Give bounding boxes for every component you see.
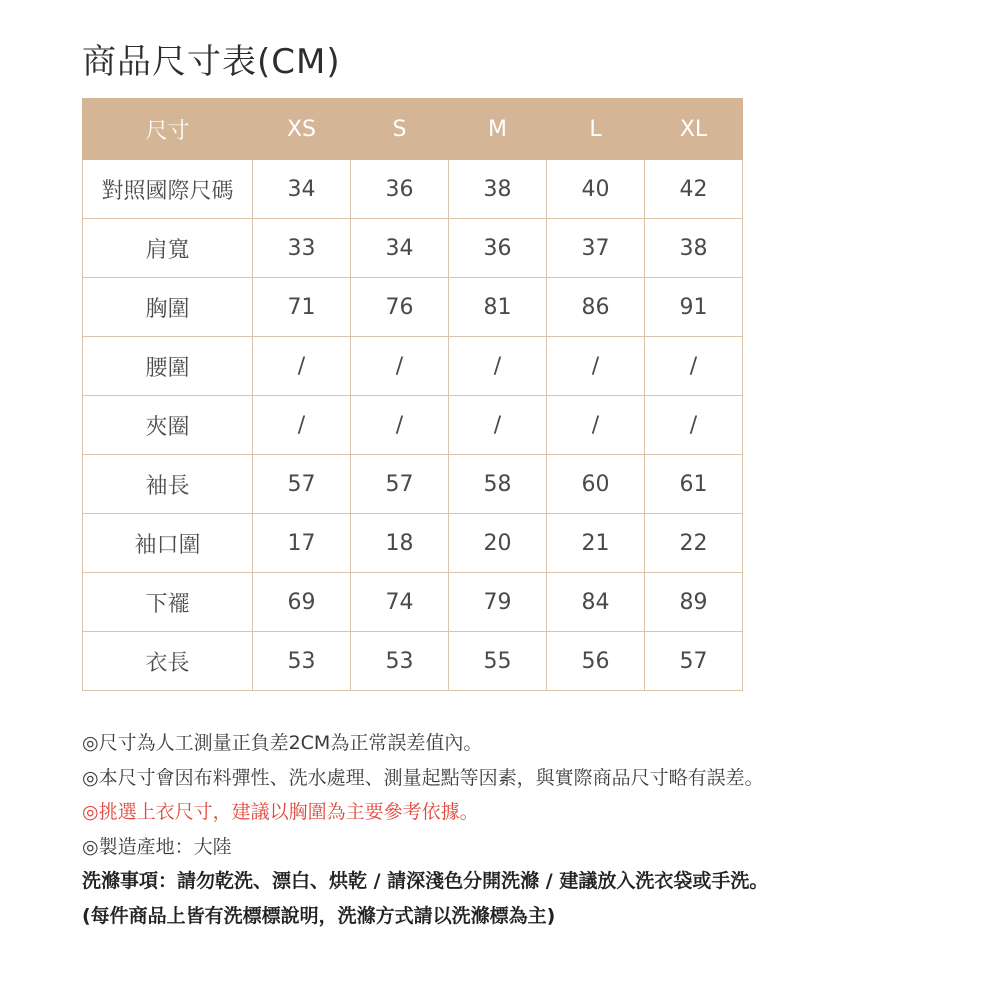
table-cell: 91: [645, 278, 743, 337]
table-cell: 60: [547, 455, 645, 514]
table-cell: 40: [547, 160, 645, 219]
note-measurement-tolerance: ◎尺寸為人工測量正負差2CM為正常誤差值內。: [82, 732, 483, 754]
table-cell: 55: [449, 632, 547, 691]
table-cell: 20: [449, 514, 547, 573]
table-row: [83, 219, 743, 278]
table-cell: 17: [253, 514, 351, 573]
table-cell: 21: [547, 514, 645, 573]
table-row: [83, 455, 743, 514]
table-cell: /: [449, 337, 547, 396]
table-cell: 22: [645, 514, 743, 573]
row-label: 胸圍: [83, 278, 253, 337]
row-label: 夾圈: [83, 396, 253, 455]
row-label: 腰圍: [83, 337, 253, 396]
table-cell: /: [547, 337, 645, 396]
table-cell: 57: [645, 632, 743, 691]
table-cell: 81: [449, 278, 547, 337]
note-fabric-variance: ◎本尺寸會因布料彈性、洗水處理、測量起點等因素，與實際商品尺寸略有誤差。: [82, 766, 764, 789]
table-cell: /: [351, 337, 449, 396]
table-cell: 56: [547, 632, 645, 691]
table-cell: /: [449, 396, 547, 455]
row-label: 對照國際尺碼: [83, 160, 253, 219]
table-row: [83, 632, 743, 691]
table-cell: 53: [351, 632, 449, 691]
table-cell: /: [253, 396, 351, 455]
table-cell: 38: [645, 219, 743, 278]
table-cell: 36: [351, 160, 449, 219]
table-row: [83, 160, 743, 219]
table-row: [83, 514, 743, 573]
row-label: 衣長: [83, 632, 253, 691]
table-cell: 58: [449, 455, 547, 514]
table-cell: /: [645, 396, 743, 455]
row-label: 袖長: [83, 455, 253, 514]
table-cell: 61: [645, 455, 743, 514]
table-cell: 18: [351, 514, 449, 573]
table-cell: 37: [547, 219, 645, 278]
table-cell: 74: [351, 573, 449, 632]
table-cell: 76: [351, 278, 449, 337]
table-cell: 53: [253, 632, 351, 691]
header-cell-m: M: [449, 99, 547, 160]
row-label: 肩寬: [83, 219, 253, 278]
table-cell: 33: [253, 219, 351, 278]
table-cell: 42: [645, 160, 743, 219]
table-cell: /: [253, 337, 351, 396]
table-cell: /: [547, 396, 645, 455]
table-cell: 34: [253, 160, 351, 219]
notes-section: [82, 728, 982, 935]
header-cell-xl: XL: [645, 99, 743, 160]
table-cell: /: [351, 396, 449, 455]
row-label: 下襬: [83, 573, 253, 632]
header-cell-size: 尺寸: [83, 99, 253, 160]
note-washing-instructions: 洗滌事項：請勿乾洗、漂白、烘乾 / 請深淺色分開洗滌 / 建議放入洗衣袋或手洗。: [82, 870, 769, 892]
table-cell: 79: [449, 573, 547, 632]
note-origin: ◎製造產地：大陸: [82, 835, 232, 858]
table-row: [83, 337, 743, 396]
table-cell: 57: [253, 455, 351, 514]
table-cell: 86: [547, 278, 645, 337]
table-cell: /: [645, 337, 743, 396]
table-cell: 71: [253, 278, 351, 337]
table-cell: 69: [253, 573, 351, 632]
note-size-advice: ◎挑選上衣尺寸，建議以胸圍為主要參考依據。: [82, 801, 479, 823]
note-washing-label: (每件商品上皆有洗標標說明，洗滌方式請以洗滌標為主): [82, 904, 556, 927]
table-row: [83, 278, 743, 337]
table-cell: 89: [645, 573, 743, 632]
table-cell: 57: [351, 455, 449, 514]
page-title: 商品尺寸表(CM): [82, 42, 341, 82]
table-cell: 34: [351, 219, 449, 278]
table-row: [83, 396, 743, 455]
table-row: [83, 573, 743, 632]
row-label: 袖口圍: [83, 514, 253, 573]
table-cell: 84: [547, 573, 645, 632]
header-cell-s: S: [351, 99, 449, 160]
table-header-row: [83, 99, 743, 160]
header-cell-xs: XS: [253, 99, 351, 160]
table-cell: 36: [449, 219, 547, 278]
size-table: [82, 98, 743, 691]
table-cell: 38: [449, 160, 547, 219]
header-cell-l: L: [547, 99, 645, 160]
